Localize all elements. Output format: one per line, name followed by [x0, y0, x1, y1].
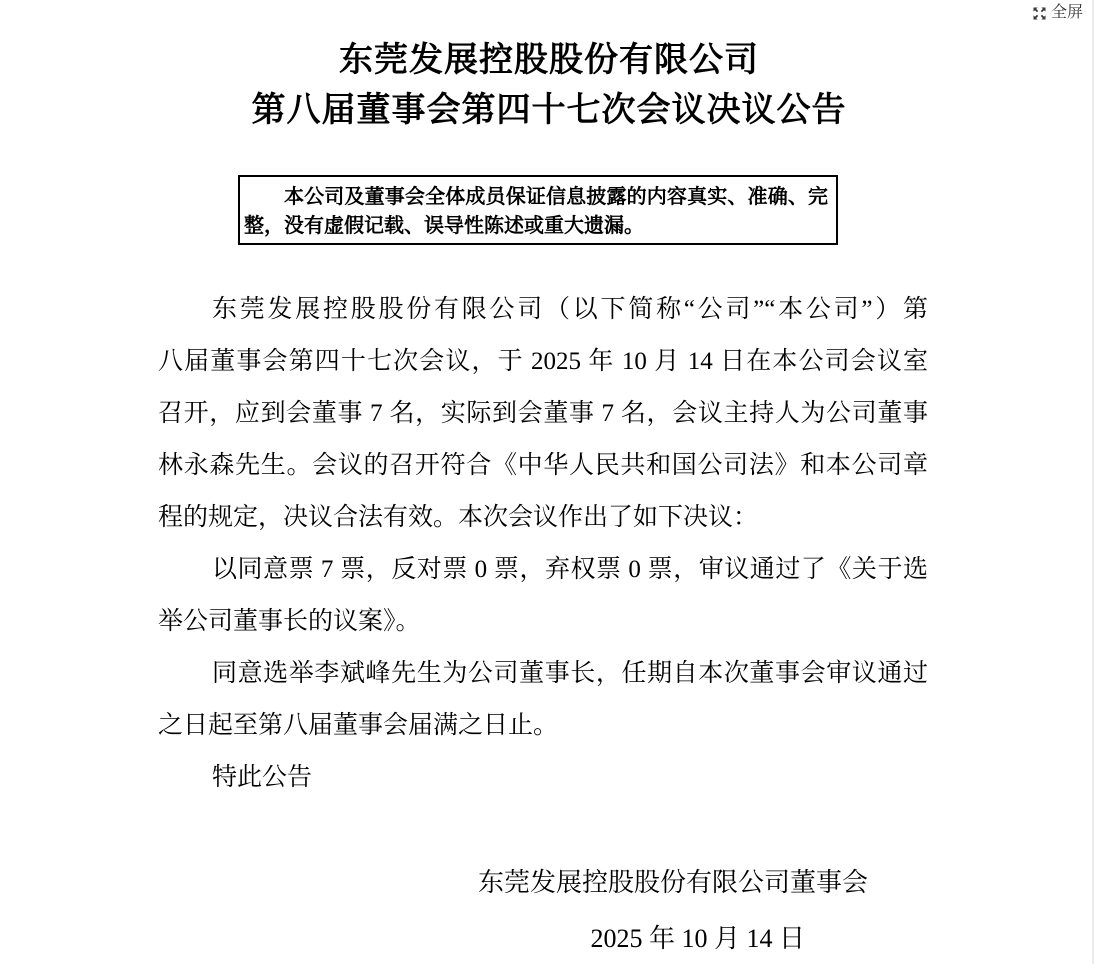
scrollbar-track[interactable] — [1092, 0, 1094, 964]
document-title-line-2: 第八届董事会第四十七次会议决议公告 — [251, 92, 847, 129]
document-body — [158, 284, 928, 804]
body-line: 以同意票 7 票，反对票 0 票，弃权票 0 票，审议通过了《关于选 — [212, 556, 928, 583]
document-title — [0, 36, 1098, 136]
body-line: 之日起至第八届董事会届满之日止。 — [158, 712, 559, 739]
body-line: 林永森先生。会议的召开符合《中华人民共和国公司法》和本公司章 — [158, 452, 928, 479]
disclaimer-line: 本公司及董事会全体成员保证信息披露的内容真实、准确、完 — [284, 186, 828, 208]
date-line: 2025 年 10 月 14 日 — [590, 924, 805, 953]
body-line: 同意选举李斌峰先生为公司董事长，任期自本次董事会审议通过 — [212, 660, 928, 687]
fullscreen-button[interactable] — [1032, 3, 1083, 23]
body-line: 特此公告 — [212, 764, 313, 791]
body-line: 东莞发展控股股份有限公司（以下简称“公司”“本公司”）第 — [212, 296, 928, 323]
disclaimer-box — [238, 175, 838, 245]
signature-line: 东莞发展控股股份有限公司董事会 — [477, 868, 868, 897]
fullscreen-label: 全屏 — [1050, 4, 1083, 21]
expand-arrows-icon — [1032, 6, 1047, 21]
body-line: 举公司董事长的议案》。 — [158, 608, 421, 635]
disclaimer-line: 整，没有虚假记载、误导性陈述或重大遗漏。 — [244, 215, 644, 237]
body-line: 八届董事会第四十七次会议，于 2025 年 10 月 14 日在本公司会议室 — [158, 348, 928, 375]
document-title-line-1: 东莞发展控股股份有限公司 — [339, 42, 759, 79]
body-line: 召开，应到会董事 7 名，实际到会董事 7 名，会议主持人为公司董事 — [158, 400, 928, 427]
body-line: 程的规定，决议合法有效。本次会议作出了如下决议： — [158, 504, 759, 531]
